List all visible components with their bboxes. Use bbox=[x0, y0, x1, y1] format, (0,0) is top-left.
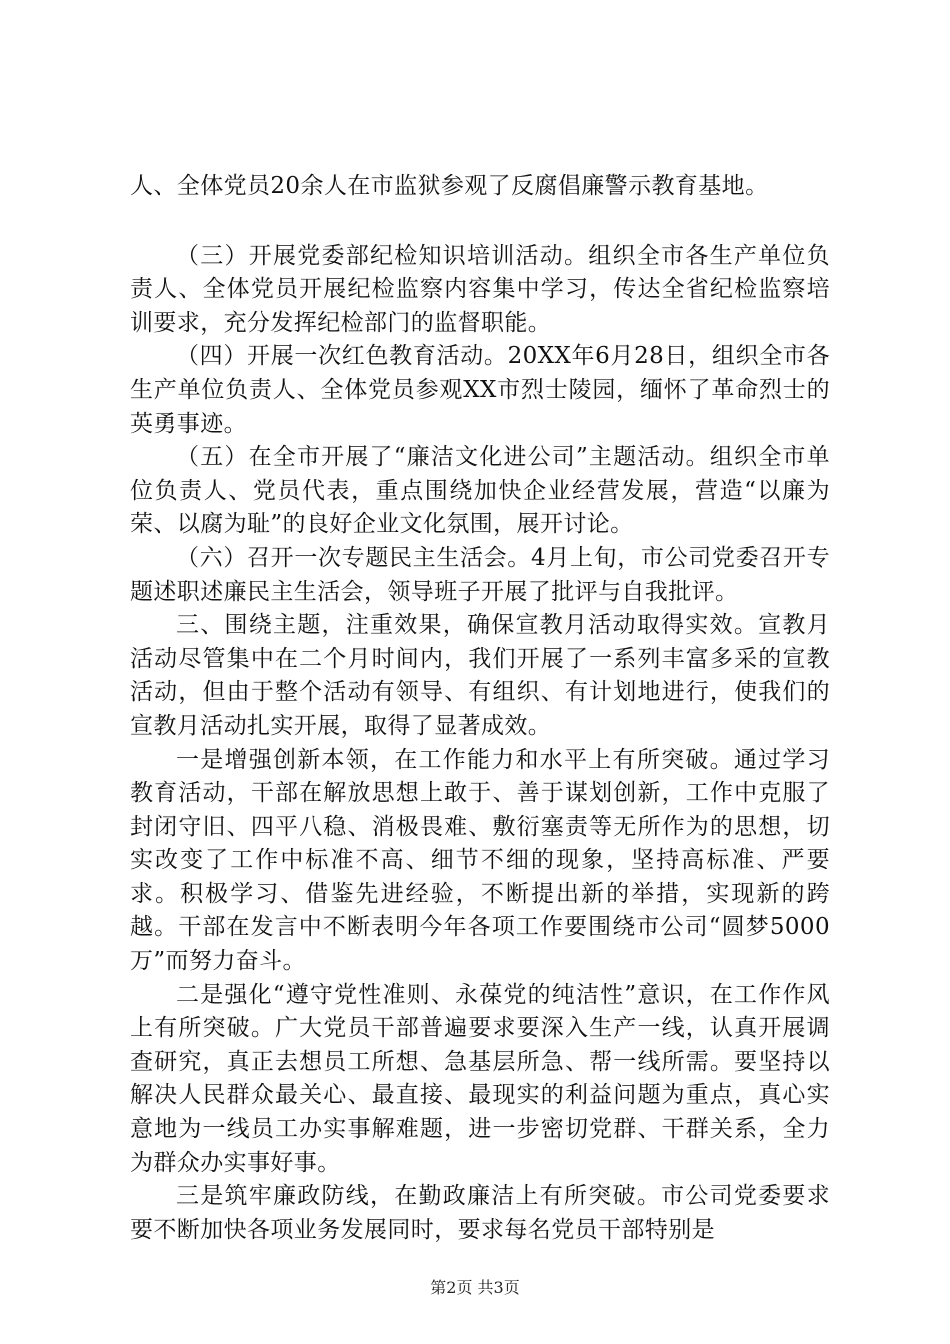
page-number-footer: 第2页 共3页 bbox=[430, 1278, 520, 1297]
paragraph: （三）开展党委部纪检知识培训活动。组织全市各生产单位负责人、全体党员开展纪检监察内容集中学习，传达全省纪检监察培训要求，充分发挥纪检部门的监督职能。 bbox=[130, 242, 830, 336]
paragraph: 三、围绕主题，注重效果，确保宣教月活动取得实效。宣教月活动尽管集中在二个月时间内，我们开展了一系列丰富多采的宣教活动，但由于整个活动有领导、有组织、有计划地进行，使我们的宣教月活动扎实开展，取得了显著成效。 bbox=[130, 612, 830, 739]
paragraph: 二是强化“遵守党性准则、永葆党的纯洁性”意识，在工作作风上有所突破。广大党员干部普遍要求要深入生产一线，认真开展调查研究，真正去想员工所想、急基层所急、帮一线所需。要坚持以解决人民群众最关心、最直接、最现实的利益问题为重点，真心实意地为一线员工办实事解难题，进一步密切党群、干群关系，全力为群众办实事好事。 bbox=[130, 981, 830, 1176]
document-body bbox=[130, 170, 830, 1247]
paragraph: 三是筑牢廉政防线，在勤政廉洁上有所突破。市公司党委要求要不断加快各项业务发展同时，要求每名党员干部特别是 bbox=[130, 1183, 830, 1243]
paragraph: 一是增强创新本领，在工作能力和水平上有所突破。通过学习教育活动，干部在解放思想上敢于、善于谋划创新，工作中克服了封闭守旧、四平八稳、消极畏难、敷衍塞责等无所作为的思想，切实改变了工作中标准不高、细节不细的现象，坚持高标准、严要求。积极学习、借鉴先进经验，不断提出新的举措，实现新的跨越。干部在发言中不断表明今年各项工作要围绕市公司“圆梦5000万”而努力奋斗。 bbox=[130, 746, 830, 975]
paragraph: （四）开展一次红色教育活动。20XX年6月28日，组织全市各生产单位负责人、全体党员参观XX市烈士陵园，缅怀了革命烈士的英勇事迹。 bbox=[130, 343, 830, 437]
paragraph: （五）在全市开展了“廉洁文化进公司”主题活动。组织全市单位负责人、党员代表，重点围绕加快企业经营发展，营造“以廉为荣、以腐为耻”的良好企业文化氛围，展开讨论。 bbox=[130, 444, 830, 538]
paragraph: （六）召开一次专题民主生活会。4月上旬，市公司党委召开专题述职述廉民主生活会，领导班子开展了批评与自我批评。 bbox=[130, 544, 830, 605]
paragraph: 人、全体党员20余人在市监狱参观了反腐倡廉警示教育基地。 bbox=[130, 173, 769, 199]
